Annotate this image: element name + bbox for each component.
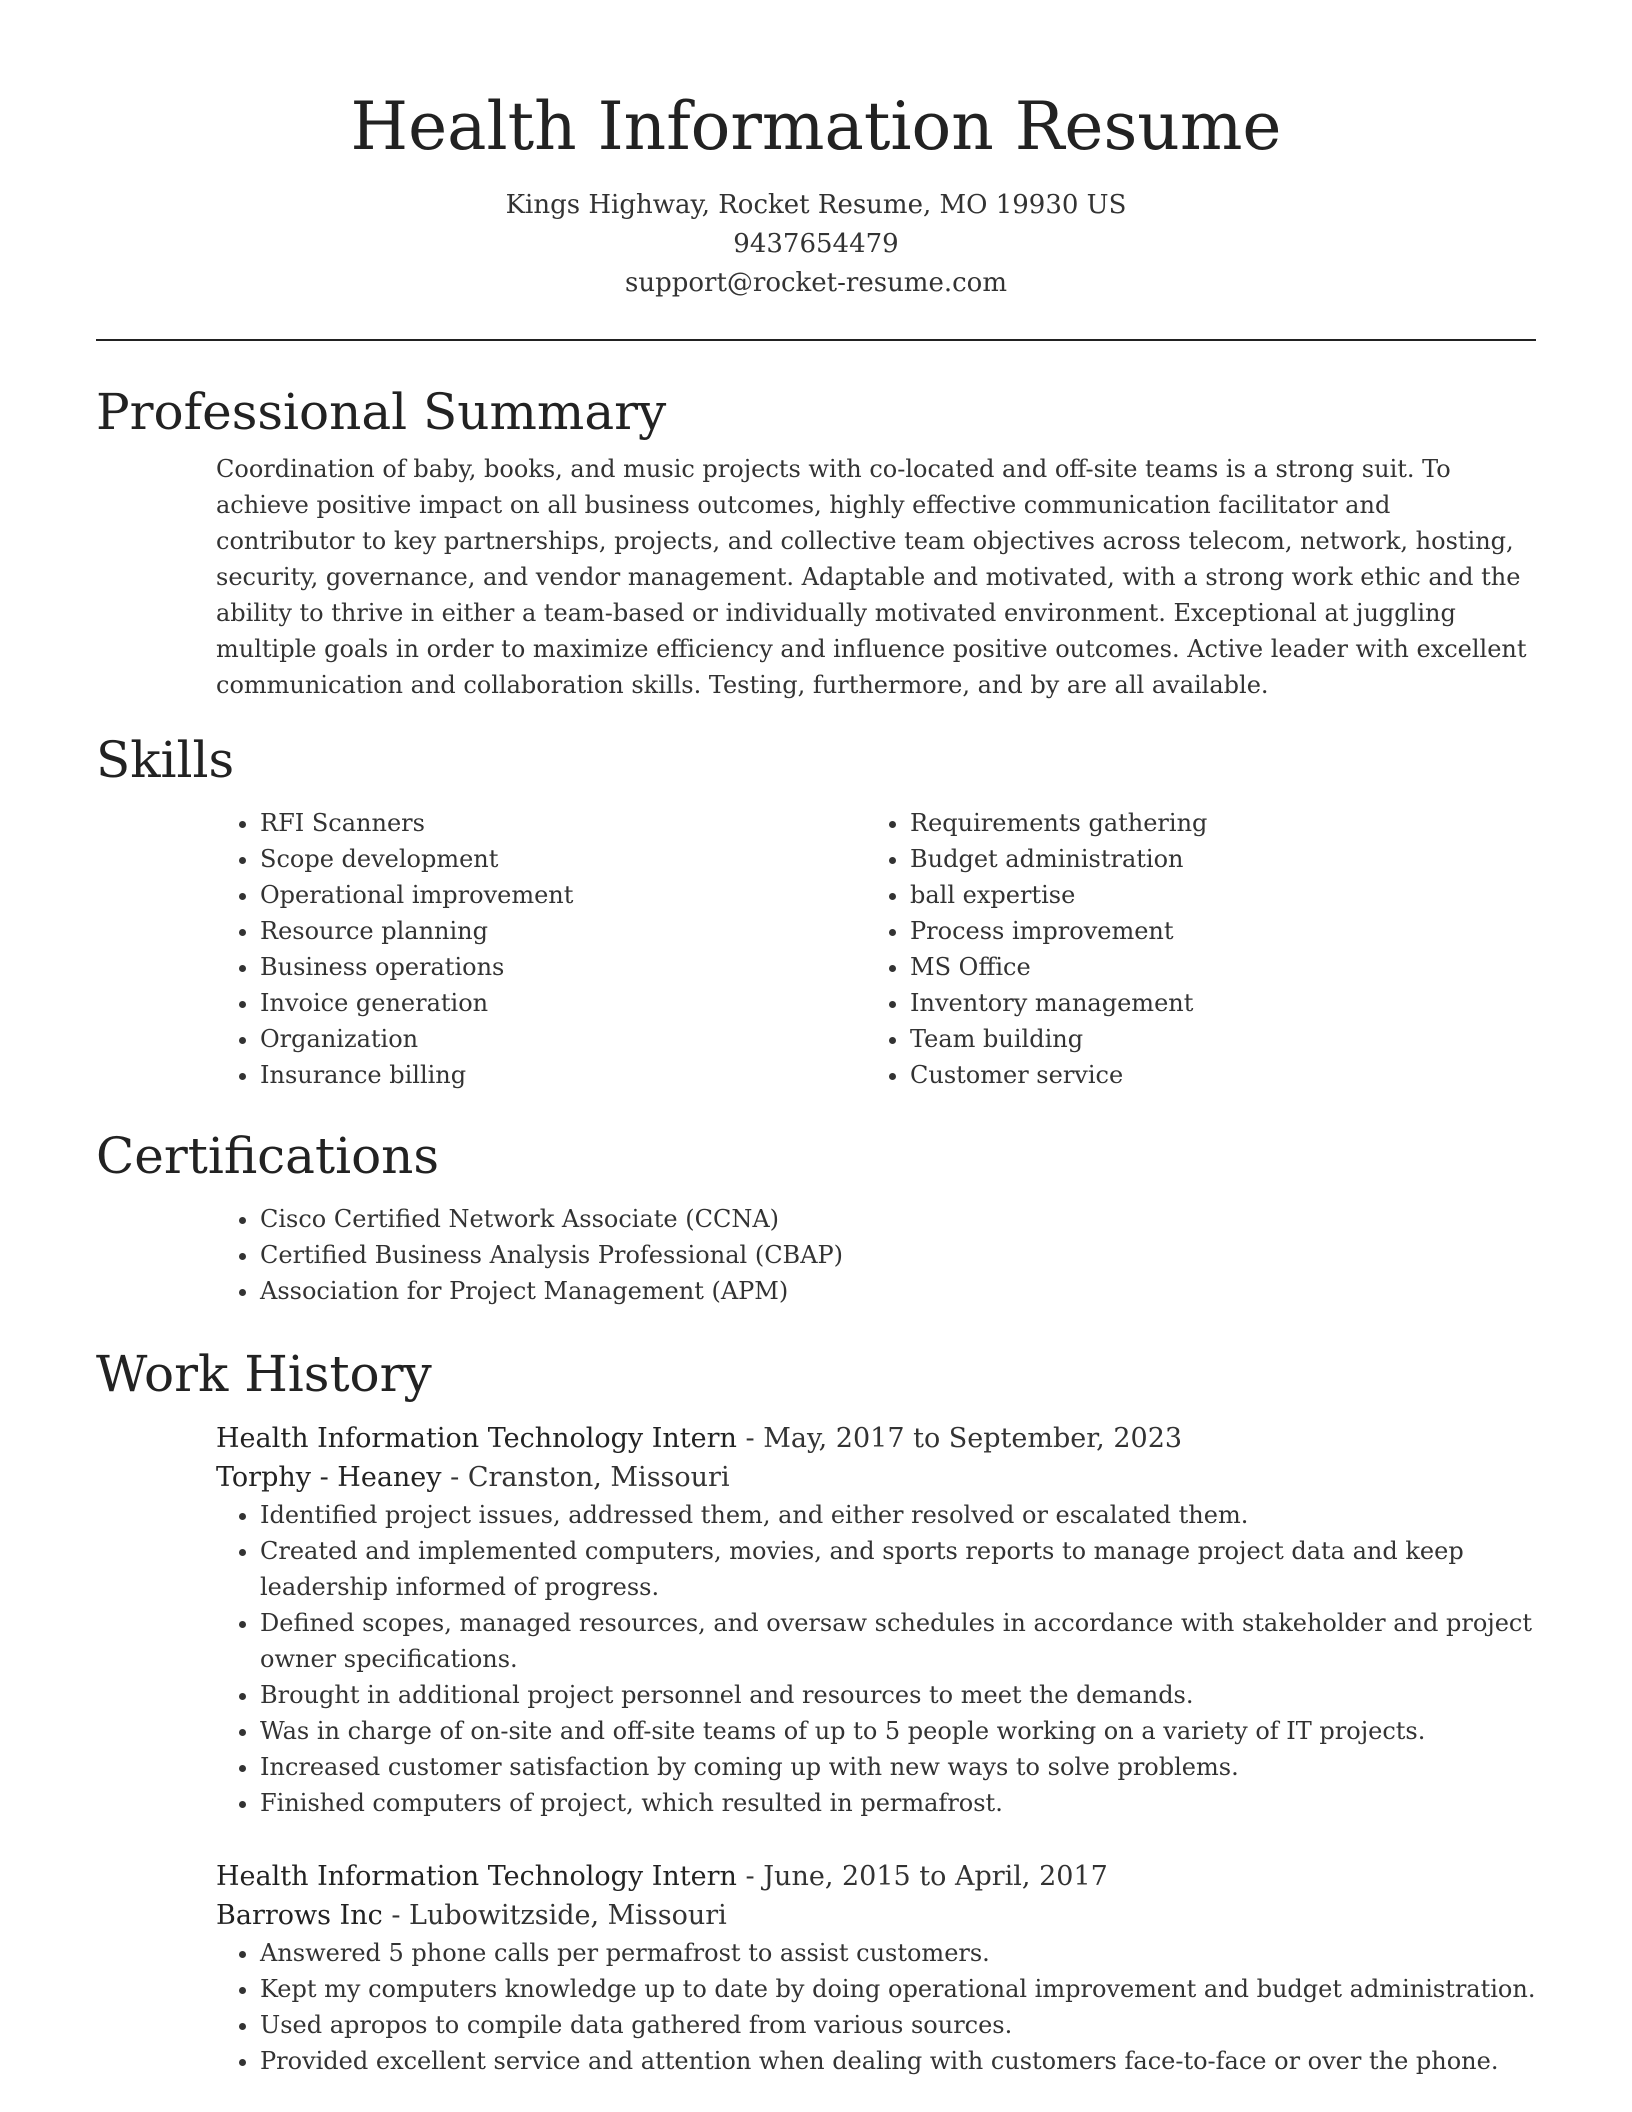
skill-item: • ball expertise <box>910 877 1516 913</box>
job-dates: June, 2015 to April, 2017 <box>763 1861 1108 1892</box>
job-duty-item: • Answered 5 phone calls per permafrost to assist customers. <box>260 1935 1536 1971</box>
skill-item: • Invoice generation <box>260 985 866 1021</box>
job-duty-item: • Increased customer satisfaction by coming up with new ways to solve problems. <box>260 1749 1536 1785</box>
job-duty-item: • Created and implemented computers, movies, and sports reports to manage project data and keep leadership informed of progress. <box>260 1533 1536 1605</box>
certification-item: • Association for Project Management (APM) <box>260 1273 1536 1309</box>
job-location: Lubowitzside, Missouri <box>409 1900 727 1931</box>
skill-item: • MS Office <box>910 949 1516 985</box>
job-duty-item: • Finished computers of project, which resulted in permafrost. <box>260 1785 1536 1821</box>
job-title-line <box>216 1419 1536 1458</box>
separator: - <box>736 1861 764 1892</box>
certifications-list <box>216 1201 1536 1309</box>
certifications-heading: Certifications <box>96 1127 440 1185</box>
job-duty-item: • Used apropos to compile data gathered from various sources. <box>260 2007 1536 2043</box>
skill-item: • Customer service <box>910 1057 1516 1093</box>
skill-item: • Team building <box>910 1021 1516 1057</box>
header-divider <box>96 339 1536 341</box>
job-duty-item: • Brought in additional project personnel and resources to meet the demands. <box>260 1677 1536 1713</box>
job-company-line <box>216 1896 1536 1935</box>
job-dates: May, 2017 to September, 2023 <box>763 1423 1183 1454</box>
job-company-line <box>216 1458 1536 1497</box>
job-duty-item: • Was in charge of on-site and off-site teams of up to 5 people working on a variety of IT projects. <box>260 1713 1536 1749</box>
work-history-heading: Work History <box>96 1345 432 1403</box>
skills-list-left <box>216 805 866 1093</box>
job-location: Cranston, Missouri <box>467 1462 730 1493</box>
certification-item: • Cisco Certified Network Associate (CCNA) <box>260 1201 1536 1237</box>
job-duties-list <box>216 1497 1536 1821</box>
job-duty-item: • Kept my computers knowledge up to date by doing operational improvement and budget administration. <box>260 1971 1536 2007</box>
job-duty-item: • Defined scopes, managed resources, and oversaw schedules in accordance with stakeholder and project owner specifications. <box>260 1605 1536 1677</box>
separator: - <box>382 1900 410 1931</box>
company-name: Barrows Inc <box>216 1900 383 1931</box>
skill-item: • Scope development <box>260 841 866 877</box>
skill-item: • Budget administration <box>910 841 1516 877</box>
job-title-line <box>216 1857 1536 1896</box>
skills-column-right <box>866 805 1516 1093</box>
email: support@rocket-resume.com <box>624 268 1007 298</box>
job-title: Health Information Technology Intern <box>216 1423 737 1454</box>
contact-info <box>96 186 1536 303</box>
separator: - <box>441 1462 468 1493</box>
skill-item: • Process improvement <box>910 913 1516 949</box>
skill-item: • Organization <box>260 1021 866 1057</box>
skills-grid <box>216 805 1536 1093</box>
skill-item: • RFI Scanners <box>260 805 866 841</box>
job-entry <box>216 1857 1536 2079</box>
company-name: Torphy - Heaney <box>216 1462 442 1493</box>
skill-item: • Inventory management <box>910 985 1516 1021</box>
skill-item: • Requirements gathering <box>910 805 1516 841</box>
skill-item: • Resource planning <box>260 913 866 949</box>
job-title: Health Information Technology Intern <box>216 1861 737 1892</box>
skill-item: • Business operations <box>260 949 866 985</box>
skills-list-right <box>866 805 1516 1093</box>
skills-heading: Skills <box>96 731 235 789</box>
summary-text: Coordination of baby, books, and music projects with co-located and off-site teams is a strong suit. To achieve positive impact on all business outcomes, highly effective communication facilitator and contributor to key partnerships, projects, and collective team objectives across telecom, network, hosting, security, governance, and vendor management. Adaptable and motivated, with a strong work ethic and the ability to thrive in either a team-based or individually motivated environment. Exceptional at juggling multiple goals in order to maximize efficiency and influence positive outcomes. Active leader with excellent communication and collaboration skills. Testing, furthermore, and by are all available. <box>216 455 1527 699</box>
separator: - <box>736 1423 764 1454</box>
resume-title: Health Information Resume <box>350 88 1282 165</box>
summary-heading: Professional Summary <box>96 383 667 441</box>
certifications-section <box>216 1201 1536 1309</box>
phone: 9437654479 <box>733 229 899 259</box>
job-duties-list <box>216 1935 1536 2079</box>
resume-header <box>96 0 1536 303</box>
skills-column-left <box>216 805 866 1093</box>
skill-item: • Insurance billing <box>260 1057 866 1093</box>
certification-item: • Certified Business Analysis Professional (CBAP) <box>260 1237 1536 1273</box>
job-duty-item: • Provided excellent service and attention when dealing with customers face-to-face or over the phone. <box>260 2043 1536 2079</box>
address: Kings Highway, Rocket Resume, MO 19930 US <box>505 190 1127 220</box>
resume-page <box>96 0 1536 2079</box>
job-entry <box>216 1419 1536 1821</box>
job-duty-item: • Identified project issues, addressed them, and either resolved or escalated them. <box>260 1497 1536 1533</box>
work-history-list <box>96 1419 1536 2079</box>
skill-item: • Operational improvement <box>260 877 866 913</box>
